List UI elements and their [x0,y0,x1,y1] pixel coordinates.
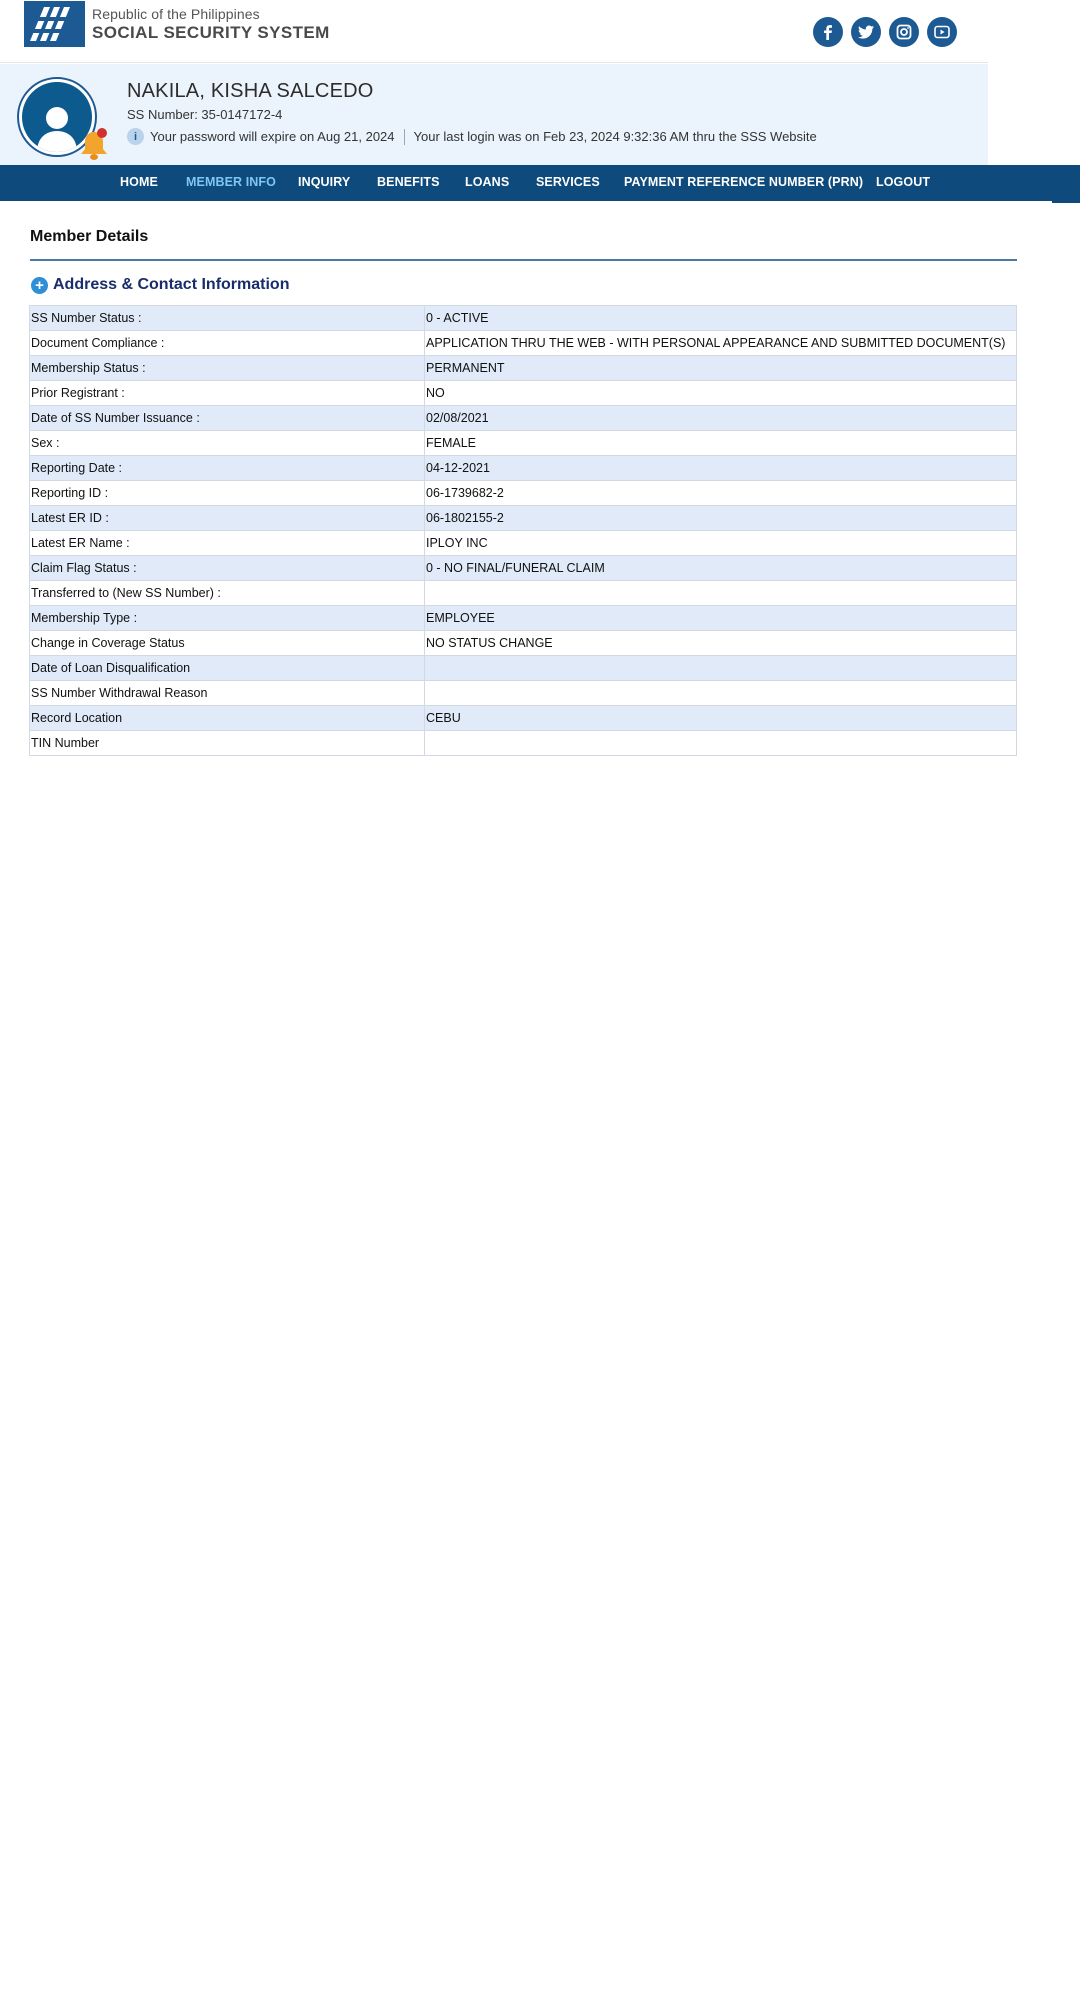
table-row [30,606,1017,631]
detail-label: Reporting Date : [30,456,425,481]
detail-value [425,581,1017,606]
detail-value: NO STATUS CHANGE [425,631,1017,656]
detail-value [425,731,1017,756]
table-row [30,506,1017,531]
detail-value: EMPLOYEE [425,606,1017,631]
social-links [813,17,965,47]
table-row [30,681,1017,706]
detail-value: 06-1739682-2 [425,481,1017,506]
nav-logout[interactable]: LOGOUT [876,175,931,189]
main-navigation [0,165,1080,201]
detail-value [425,681,1017,706]
notification-bell-icon[interactable] [77,127,111,163]
nav-inquiry[interactable]: INQUIRY [298,175,351,189]
detail-label: Reporting ID : [30,481,425,506]
logo-subtitle: Republic of the Philippines [92,6,260,22]
table-row [30,531,1017,556]
table-row [30,306,1017,331]
detail-value [425,656,1017,681]
table-row [30,556,1017,581]
divider [404,129,405,145]
detail-label: SS Number Withdrawal Reason [30,681,425,706]
detail-value: 0 - NO FINAL/FUNERAL CLAIM [425,556,1017,581]
facebook-icon[interactable] [813,17,843,47]
table-row [30,581,1017,606]
table-row [30,631,1017,656]
expand-plus-icon[interactable]: + [31,277,48,294]
table-row [30,706,1017,731]
address-contact-toggle[interactable] [31,276,289,294]
table-row [30,406,1017,431]
login-info [127,128,817,145]
nav-services[interactable]: SERVICES [536,175,600,189]
detail-value: PERMANENT [425,356,1017,381]
youtube-icon[interactable] [927,17,957,47]
table-row [30,731,1017,756]
detail-label: Transferred to (New SS Number) : [30,581,425,606]
table-row [30,431,1017,456]
member-profile-banner [0,64,988,165]
detail-value: 02/08/2021 [425,406,1017,431]
detail-label: Latest ER Name : [30,531,425,556]
detail-value: 06-1802155-2 [425,506,1017,531]
detail-label: Change in Coverage Status [30,631,425,656]
detail-value: CEBU [425,706,1017,731]
detail-value: IPLOY INC [425,531,1017,556]
last-login-notice: Your last login was on Feb 23, 2024 9:32:36 AM thru the SSS Website [413,129,817,144]
detail-label: Record Location [30,706,425,731]
logo-title: SOCIAL SECURITY SYSTEM [92,23,330,42]
detail-value: NO [425,381,1017,406]
site-header [0,0,988,63]
info-icon: i [127,128,144,145]
table-row [30,656,1017,681]
table-row [30,381,1017,406]
instagram-icon[interactable] [889,17,919,47]
table-row [30,356,1017,381]
detail-label: Date of Loan Disqualification [30,656,425,681]
table-row [30,331,1017,356]
detail-label: Date of SS Number Issuance : [30,406,425,431]
nav-member-info[interactable]: MEMBER INFO [186,175,276,189]
nav-edge [1052,201,1080,203]
nav-payment-reference-number[interactable]: PAYMENT REFERENCE NUMBER (PRN) [624,175,864,189]
detail-label: Membership Status : [30,356,425,381]
detail-label: Prior Registrant : [30,381,425,406]
sss-logo[interactable] [24,1,330,47]
member-details-table [29,305,1017,756]
table-row [30,456,1017,481]
detail-value: APPLICATION THRU THE WEB - WITH PERSONAL APPEARANCE AND SUBMITTED DOCUMENT(S) [425,331,1017,356]
ss-number: SS Number: 35-0147172-4 [127,107,283,122]
detail-value: FEMALE [425,431,1017,456]
table-row [30,481,1017,506]
nav-benefits[interactable]: BENEFITS [377,175,440,189]
nav-home[interactable]: HOME [120,175,158,189]
sss-logo-mark [24,1,85,47]
nav-loans[interactable]: LOANS [465,175,510,189]
detail-label: SS Number Status : [30,306,425,331]
detail-label: Sex : [30,431,425,456]
twitter-icon[interactable] [851,17,881,47]
detail-label: Membership Type : [30,606,425,631]
detail-label: Latest ER ID : [30,506,425,531]
detail-value: 04-12-2021 [425,456,1017,481]
detail-label: TIN Number [30,731,425,756]
detail-label: Document Compliance : [30,331,425,356]
page-title: Member Details [30,228,149,245]
detail-label: Claim Flag Status : [30,556,425,581]
address-contact-label[interactable]: Address & Contact Information [53,276,290,293]
password-expiry-notice: Your password will expire on Aug 21, 2024 [150,129,395,144]
title-divider [30,259,1017,261]
detail-value: 0 - ACTIVE [425,306,1017,331]
member-name: NAKILA, KISHA SALCEDO [127,80,374,102]
